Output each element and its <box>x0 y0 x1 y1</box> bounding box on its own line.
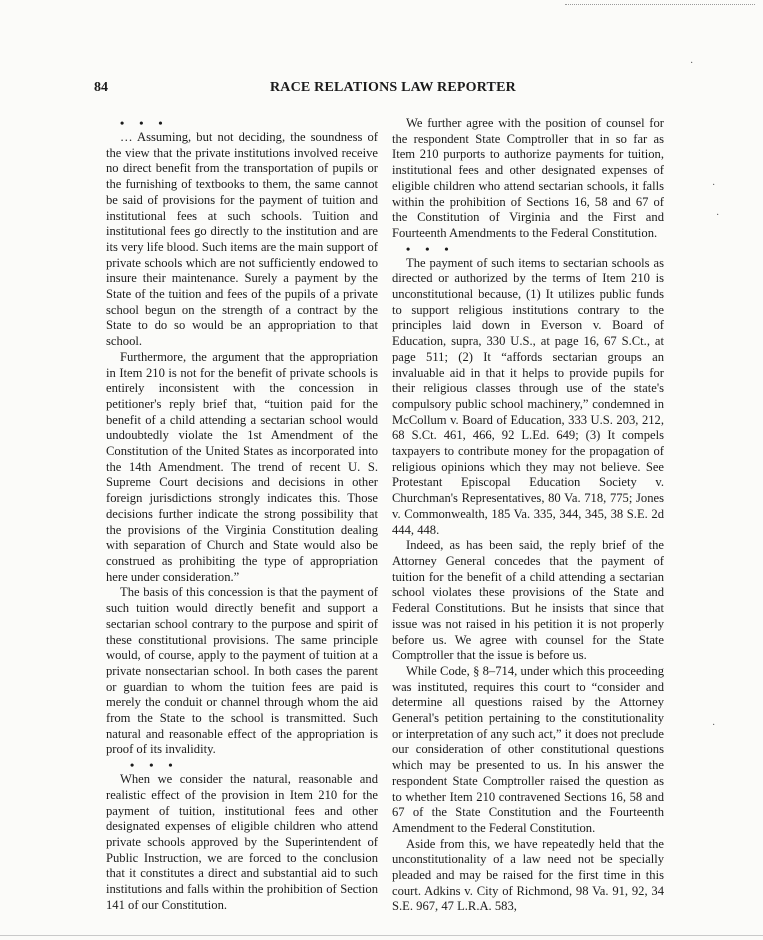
paragraph: While Code, § 8–714, under which this proceeding was instituted, requires this court to “consider and determine all questions raised by the Attorney General's petition pertaining to the constitutionality or interpretation of any such act,” it does not preclude our consideration of other constitutional questions which may be presented to us. In his answer the respondent State Comptroller raised the question as to whether Item 210 contravened Sections 16, 58 and 67 of the State Constitution and the Fourteenth Amendment to the Federal Constitution. <box>392 663 664 835</box>
paragraph: The payment of such items to sectarian schools as directed or authorized by the terms of Item 210 is unconstitutional because, (1) It utilizes public funds to support religious institutions contrary to the principles laid down in Everson v. Board of Education, supra, 330 U.S., at page 16, 67 S.Ct., at page 511; (2) It “affords sectarian groups an invaluable aid in that it helps to provide pupils for their religious classes through use of the state's compulsory public school machinery,” condemned in McCollum v. Board of Education, 333 U.S. 203, 212, 68 S.Ct. 461, 466, 92 L.Ed. 649; (3) It compels taxpayers to contribute money for the propagation of religious opinions which they may not believe. See Protestant Episcopal Education Society v. Churchman's Representatives, 80 Va. 718, 775; Jones v. Commonwealth, 185 Va. 335, 344, 345, 38 S.E. 2d 444, 448. <box>392 255 664 537</box>
scan-speck: · <box>712 180 716 191</box>
paragraph: Furthermore, the argument that the appropriation in Item 210 is not for the benefit of private schools is entirely inconsistent with the concession in petitioner's reply brief that, “tuition paid for the benefit of a child attending a sectarian school would undoubtedly violate the 1st Amendment of the Constitution of the United States as incorporated into the 14th Amendment. The trend of recent U. S. Supreme Court decisions and decisions in other foreign jurisdictions strongly indicates this. Those decisions further indicate the strong possibility that the provisions of the Virginia Constitution dealing with separation of Church and State would also be construed as prohibiting the type of appropriation here under consideration.” <box>106 349 378 584</box>
top-dotted-edge <box>565 4 755 5</box>
paragraph: The basis of this concession is that the payment of such tuition would directly benefit and support a sectarian school contrary to the purpose and spirit of these constitutional provisions. The same principle would, of course, apply to the payment of tuition at a private nonsectarian school. In both cases the parent or guardian to whom the tuition fees are paid is merely the conduit or channel through whom the aid from the State to the school is transmitted. Such natural and reasonable effect of the appropriation is proof of its invalidity. <box>106 585 378 757</box>
bottom-edge <box>0 935 763 936</box>
right-column <box>392 116 664 915</box>
scan-speck: · <box>716 210 720 221</box>
scan-speck: · <box>690 58 694 69</box>
ellipsis-marker: • • • <box>120 116 169 130</box>
left-column <box>106 116 378 913</box>
ellipsis-marker: • • • <box>406 241 455 256</box>
paragraph: … Assuming, but not deciding, the soundness of the view that the private institutions involved receive no direct benefit from the transportation of pupils or the furnishing of textbooks to them, the same cannot be said of provisions for the payment of tuition and institutional fees at such schools. Tuition and institutional fees go directly to the institution and are its very life blood. Such items are the main support of private schools which are not sufficiently endowed to insure their maintenance. Surely a payment by the State of the tuition and fees of the pupils of a private school begun on the strength of a contract by the State to do so would be an appropriation to that school. <box>106 130 378 349</box>
paragraph: When we consider the natural, reasonable and realistic effect of the provision in Item 210 for the payment of tuition, institutional fees and other designated expenses of eligible children who attend private schools approved by the Superintendent of Public Instruction, we are forced to the conclusion that it constitutes a direct and substantial aid to such institutions and falls within the prohibition of Section 141 of our Constitution. <box>106 772 378 912</box>
paragraph: Indeed, as has been said, the reply brief of the Attorney General concedes that the payment of tuition for the benefit of a child attending a sectarian school violates these provisions of the State and Federal Constitutions. But he insists that since that issue was not raised in his petition it is not properly before us. We agree with counsel for the State Comptroller that the issue is before us. <box>392 538 664 663</box>
paragraph: We further agree with the position of counsel for the respondent State Comptroller that in so far as Item 210 purports to authorize payments for tuition, institutional fees and other designated expenses of eligible children who attend sectarian schools, it falls within the prohibition of Sections 16, 58 and 67 of the Constitution of Virginia and the First and Fourteenth Amendments to the Federal Constitution. <box>392 116 664 240</box>
paragraph: Aside from this, we have repeatedly held that the unconstitutionality of a law need not be specially pleaded and may be raised for the first time in this court. Adkins v. City of Richmond, 98 Va. 91, 92, 34 S.E. 967, 47 L.R.A. 583, <box>392 836 664 914</box>
page-number: 84 <box>94 80 108 95</box>
running-title: RACE RELATIONS LAW REPORTER <box>270 80 516 95</box>
scan-speck: · <box>712 720 716 731</box>
page-header <box>94 80 654 100</box>
ellipsis-marker: • • • <box>130 758 179 773</box>
